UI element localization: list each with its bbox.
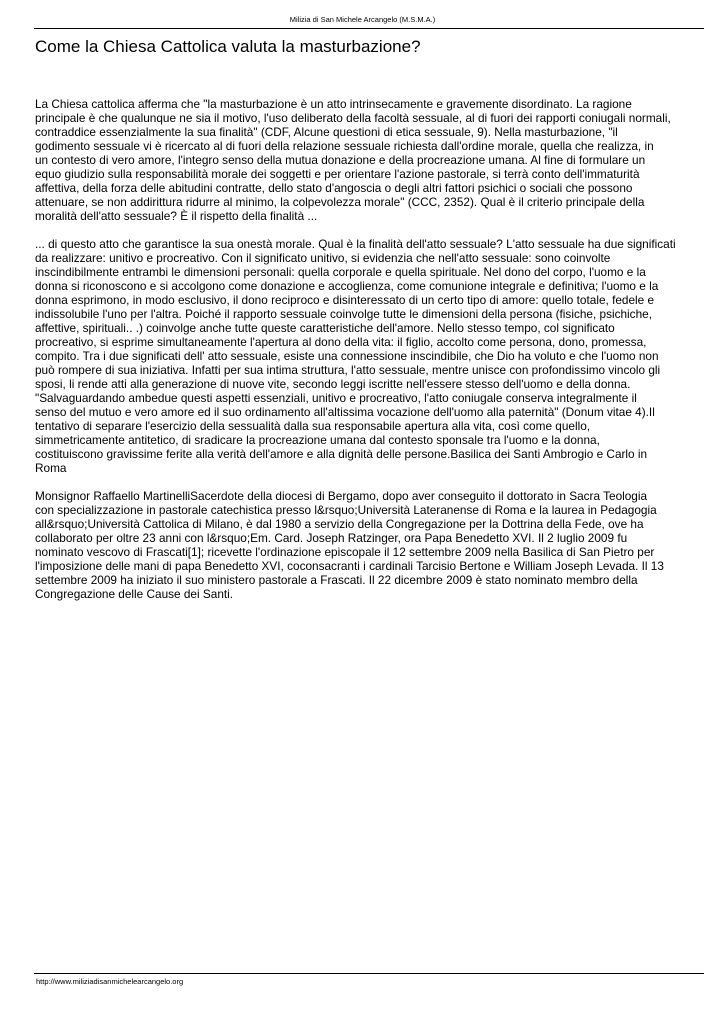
header-site-name: Milizia di San Michele Arcangelo (M.S.M.A.) (289, 15, 436, 24)
page-title: Come la Chiesa Cattolica valuta la masturbazione? (35, 37, 421, 56)
header-divider (34, 28, 704, 29)
article-paragraph-1: La Chiesa cattolica afferma che "la masturbazione è un atto intrinsecamente e gravemente disordinato. La ragione principale è che qualunque ne sia il motivo, l'uso deliberato della facoltà sessuale, al di fuori dei rapporti coniugali normali, contraddice essenzialmente la sua finalità" (CDF, Alcune questioni di etica sessuale, 9). Nella masturbazione, "il godimento sessuale vi è ricercato al di fuori della relazione sessuale richiesta dall'ordine morale, quella che realizza, in un contesto di vero amore, l'integro senso della mutua donazione e della procreazione umana. Al fine di formulare un equo giudizio sulla responsabilità morale dei soggetti e per orientare l'azione pastorale, si terrà conto dell'immaturità affettiva, della forza delle abitudini contratte, dello stato d'angoscia o degli altri fattori psichici o sociali che possono attenuare, se non addirittura ridurre al minimo, la colpevolezza morale" (CCC, 2352). Qual è il criterio principale della moralità dell'atto sessuale? È il rispetto della finalità ... (35, 97, 671, 223)
article-body (35, 83, 705, 615)
article-paragraph-2: ... di questo atto che garantisce la sua onestà morale. Qual è la finalità dell'atto sessuale? L'atto sessuale ha due significati da realizzare: unitivo e procreativo. Con il significato unitivo, si evidenzia che nell'atto sessuale: sono coinvolte inscindibilmente entrambi le dimensioni personali: quella corporale e quella spirituale. Nel dono del corpo, l'uomo e la donna si riconoscono e si accolgono come donazione e accoglienza, come comunione integrale e definitiva; l'uomo e la donna esprimono, in modo esclusivo, il dono reciproco e disinteressato di un certo tipo di amore: quello totale, fedele e indissolubile l'uno per l'altra. Poiché il rapporto sessuale coinvolge tutte le dimensioni della persona (fisiche, psichiche, affettive, spirituali.. .) coinvolge anche tutte queste caratteristiche dell'amore. Nello stesso tempo, col significato procreativo, si esprime simultaneamente l'apertura al dono della vita: il figlio, accolto come persona, dono, promessa, compito. Tra i due significati dell' atto sessuale, esiste una connessione inscindibile, che Dio ha voluto e che l'uomo non può rompere di sua iniziativa. Infatti per sua intima struttura, l'atto sessuale, mentre unisce con profondissimo vincolo gli sposi, li rende atti alla generazione di nuove vite, secondo leggi iscritte nell'essere stesso dell'uomo e della donna. "Salvaguardando ambedue questi aspetti essenziali, unitivo e procreativo, l'atto coniugale conserva integralmente il senso del mutuo e vero amore ed il suo ordinamento all'altissima vocazione dell'uomo alla paternità" (Donum vitae 4).Il tentativo di separare l'esercizio della sessualità dalla sua responsabile apertura alla vita, così come quello, simmetricamente antitetico, di sradicare la procreazione umana dal contesto sponsale tra l'uomo e la donna, costituiscono gravissime ferite alla verità dell'amore e alla dignità delle persone.Basilica dei Santi Ambrogio e Carlo in Roma (35, 237, 676, 475)
article-paragraph-3: Monsignor Raffaello MartinelliSacerdote della diocesi di Bergamo, dopo aver conseguito il dottorato in Sacra Teologia con specializzazione in pastorale catechistica presso l&rsquo;Università Lateranense di Roma e la laurea in Pedagogia all&rsquo;Università Cattolica di Milano, è dal 1980 a servizio della Congregazione per la Dottrina della Fede, ove ha collaborato per oltre 23 anni con l&rsquo;Em. Card. Joseph Ratzinger, ora Papa Benedetto XVI. Il 2 luglio 2009 fu nominato vescovo di Frascati[1]; ricevette l'ordinazione episcopale il 12 settembre 2009 nella Basilica di San Pietro per l'imposizione delle mani di papa Benedetto XVI, coconsacranti i cardinali Tarcisio Bertone e William Joseph Levada. Il 13 settembre 2009 ha iniziato il suo ministero pastorale a Frascati. Il 22 dicembre 2009 è stato nominato membro della Congregazione delle Cause dei Santi. (35, 489, 664, 601)
footer-divider (34, 973, 704, 974)
footer-url: http://www.miliziadisanmichelearcangelo.org (36, 977, 184, 986)
